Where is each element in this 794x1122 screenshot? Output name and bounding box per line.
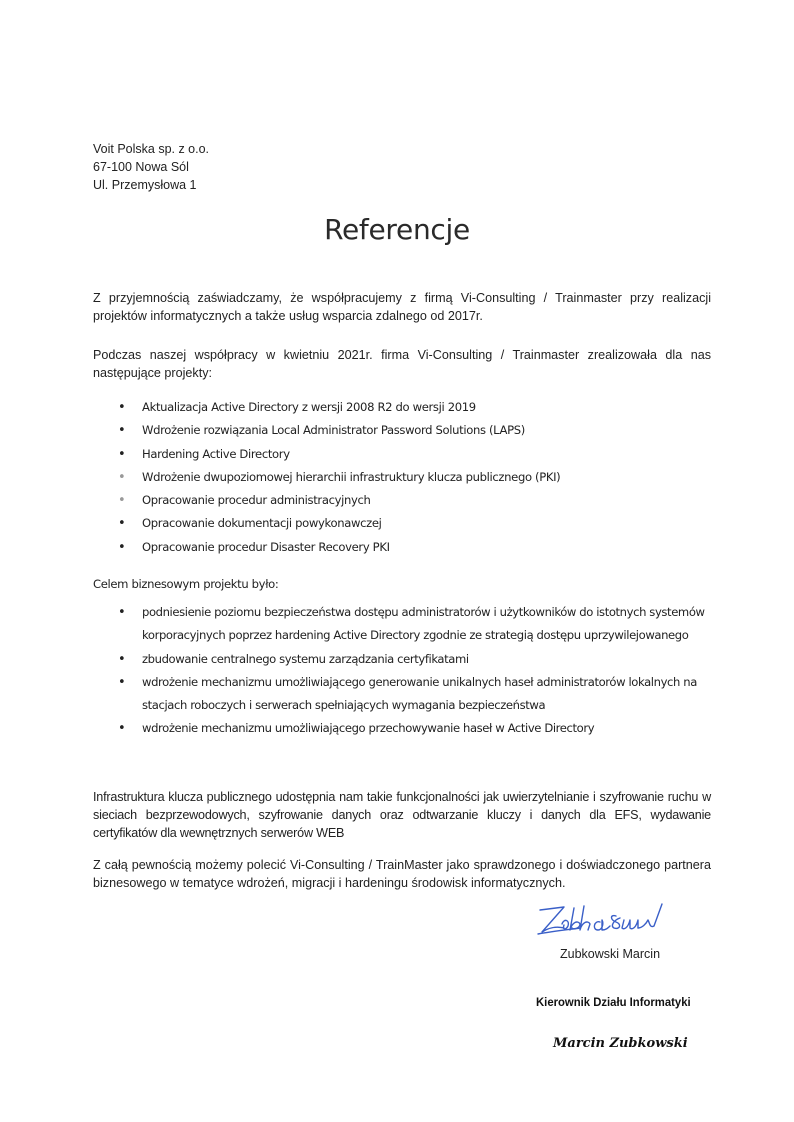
projects-intro-paragraph: Podczas naszej współpracy w kwietniu 2021r. firma Vi-Consulting / Trainmaster zrealizowała dla nas następujące projekty: <box>93 348 711 380</box>
signatory-position: Kierownik Działu Informatyki <box>536 995 691 1009</box>
list-item: • wdrożenie mechanizmu umożliwiającego generowanie unikalnych haseł administratorów lokalnych na stacjach roboczych i serwerach spełniających wymagania bezpieczeństwa <box>110 671 710 718</box>
bullet-icon: • <box>118 674 126 690</box>
signatory-name: Zubkowski Marcin <box>560 947 661 961</box>
list-item: • Wdrożenie rozwiązania Local Administrator Password Solutions (LAPS) <box>110 419 710 442</box>
goals-list <box>110 601 710 741</box>
bullet-icon: • <box>118 651 126 667</box>
pki-paragraph: Infrastruktura klucza publicznego udostępnia nam takie funkcjonalności jak uwierzytelnianie i szyfrowanie ruchu w sieciach bezprzewodowych, szyfrowanie danych oraz odtwarzanie kluczy i danych dla EFS, wydawanie certyfikatów dla wewnętrznych serwerów WEB <box>93 790 711 840</box>
sender-city: 67-100 Nowa Sól <box>93 160 189 174</box>
handwritten-signature-icon <box>534 898 669 944</box>
name-stamp: Marcin Zubkowski <box>553 1036 688 1051</box>
list-item: • Wdrożenie dwupoziomowej hierarchii infrastruktury klucza publicznego (PKI) <box>110 466 710 489</box>
bullet-icon: • <box>118 539 126 555</box>
bullet-icon: • <box>118 493 126 509</box>
projects-list <box>110 396 710 559</box>
sender-company: Voit Polska sp. z o.o. <box>93 142 210 156</box>
list-item: • podniesienie poziomu bezpieczeństwa dostępu administratorów i użytkowników do istotnych systemów korporacyjnych poprzez hardening Active Directory zgodnie ze strategią dostępu uprzywilejowanego <box>110 601 710 648</box>
bullet-icon: • <box>118 605 126 620</box>
list-item: • zbudowanie centralnego systemu zarządzania certyfikatami <box>110 648 710 671</box>
recommendation-paragraph: Z całą pewnością możemy polecić Vi-Consulting / TrainMaster jako sprawdzonego i doświadczonego partnera biznesowego w tematyce wdrożeń, migracji i hardeningu środowisk informatycznych. <box>93 858 711 890</box>
intro-paragraph: Z przyjemnością zaświadczamy, że współpracujemy z firmą Vi-Consulting / Trainmaster przy realizacji projektów informatycznych a także usług wsparcia zdalnego od 2017r. <box>93 291 711 323</box>
bullet-icon: • <box>118 516 126 532</box>
bullet-icon: • <box>118 721 126 737</box>
sender-address <box>93 140 209 194</box>
list-item: • Opracowanie procedur administracyjnych <box>110 489 710 512</box>
list-item: • Aktualizacja Active Directory z wersji 2008 R2 do wersji 2019 <box>110 396 710 419</box>
list-item: • wdrożenie mechanizmu umożliwiającego przechowywanie haseł w Active Directory <box>110 717 710 740</box>
bullet-icon: • <box>118 423 126 439</box>
goals-intro: Celem biznesowym projektu było: <box>93 577 279 591</box>
list-item: • Opracowanie dokumentacji powykonawczej <box>110 512 710 535</box>
bullet-icon: • <box>118 400 126 415</box>
list-item: • Opracowanie procedur Disaster Recovery PKI <box>110 536 710 559</box>
document-title: Referencje <box>324 213 470 246</box>
bullet-icon: • <box>118 469 126 485</box>
list-item: • Hardening Active Directory <box>110 443 710 466</box>
bullet-icon: • <box>118 446 126 462</box>
sender-street: Ul. Przemysłowa 1 <box>93 178 197 192</box>
